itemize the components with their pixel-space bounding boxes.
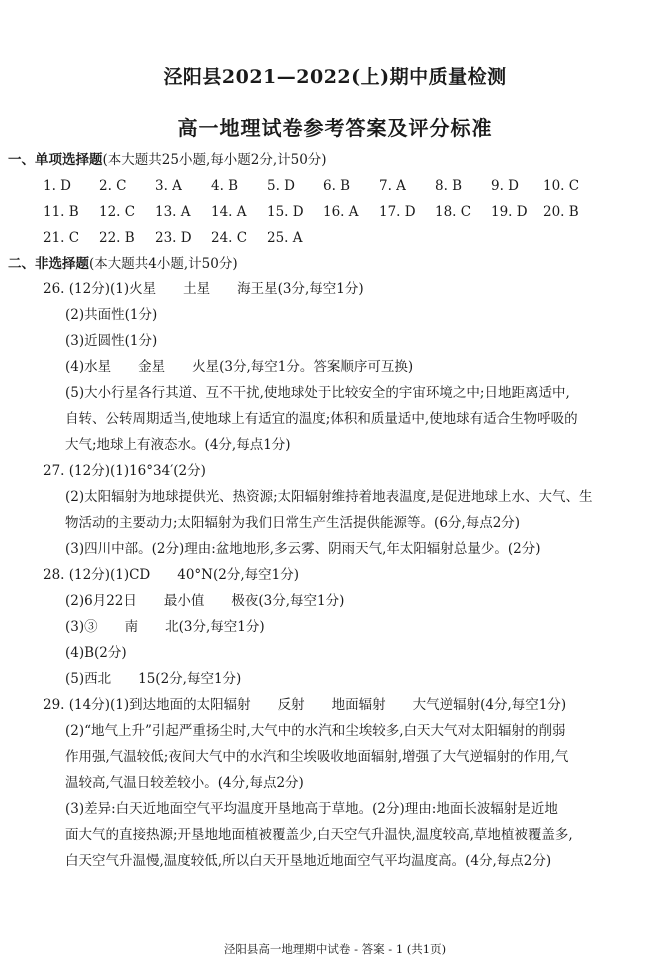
q26-line-4: (4)水星 金星 火星(3分,每空1分。答案顺序可互换) xyxy=(65,359,414,375)
mc-answer: 22. B xyxy=(99,230,135,246)
mc-answer: 24. C xyxy=(211,230,248,246)
q29-line-1: 29. (14分)(1)到达地面的太阳辐射 反射 地面辐射 大气逆辐射(4分,每空1分) xyxy=(43,697,567,713)
q28-line-2: (2)6月22日 最小值 极夜(3分,每空1分) xyxy=(65,593,345,609)
mc-answer-row-1 xyxy=(43,173,643,199)
mc-answer: 16. A xyxy=(323,204,359,220)
mc-answer: 20. B xyxy=(543,204,579,220)
mc-answer: 5. D xyxy=(267,178,295,194)
mc-answer: 19. D xyxy=(491,204,528,220)
mc-answer: 9. D xyxy=(491,178,519,194)
mc-answer: 14. A xyxy=(211,204,247,220)
mc-answer: 23. D xyxy=(155,230,192,246)
mc-answer: 1. D xyxy=(43,178,71,194)
q29-line-3: 作用强,气温较低;夜间大气中的水汽和尘埃吸收地面辐射,增强了大气逆辐射的作用,气 xyxy=(65,749,569,765)
q29-line-6: 面大气的直接热源;开垦地地面植被覆盖少,白天空气升温快,温度较高,草地植被覆盖多, xyxy=(65,827,573,843)
mc-answer: 4. B xyxy=(211,178,239,194)
q26-line-3: (3)近圆性(1分) xyxy=(65,333,158,349)
mc-answer: 3. A xyxy=(155,178,182,194)
section2-header xyxy=(8,251,238,277)
q27-line-1: 27. (12分)(1)16°34′(2分) xyxy=(43,463,206,479)
mc-answer-row-3 xyxy=(43,225,643,251)
q26-line-1: 26. (12分)(1)火星 土星 海王星(3分,每空1分) xyxy=(43,281,364,297)
section2-note: (本大题共4小题,计50分) xyxy=(89,256,238,272)
mc-answer: 11. B xyxy=(43,204,79,220)
q26-line-7: 大气;地球上有液态水。(4分,每点1分) xyxy=(65,437,291,453)
section1-note: (本大题共25小题,每小题2分,计50分) xyxy=(102,152,327,168)
q27-line-4: (3)四川中部。(2分)理由:盆地地形,多云雾、阴雨天气,年太阳辐射总量少。(2分) xyxy=(65,541,541,557)
q27-line-3: 物活动的主要动力;太阳辐射为我们日常生产生活提供能源等。(6分,每点2分) xyxy=(65,515,521,531)
q27-line-2: (2)太阳辐射为地球提供光、热资源;太阳辐射维持着地表温度,是促进地球上水、大气、生 xyxy=(65,489,593,505)
page-footer: 泾阳县高一地理期中试卷 - 答案 - 1 (共1页) xyxy=(223,942,447,956)
q28-line-5: (5)西北 15(2分,每空1分) xyxy=(65,671,242,687)
section1-heading: 一、单项选择题 xyxy=(8,152,103,168)
mc-answer: 18. C xyxy=(435,204,472,220)
mc-answer: 17. D xyxy=(379,204,416,220)
mc-answer: 13. A xyxy=(155,204,191,220)
mc-answer: 2. C xyxy=(99,178,127,194)
section2-heading: 二、非选择题 xyxy=(8,256,89,272)
q28-line-1: 28. (12分)(1)CD 40°N(2分,每空1分) xyxy=(43,567,299,583)
section1-header xyxy=(8,147,327,173)
exam-title: 泾阳县2021—2022(上)期中质量检测 xyxy=(163,66,507,88)
mc-answer: 25. A xyxy=(267,230,303,246)
q26-line-2: (2)共面性(1分) xyxy=(65,307,158,323)
mc-answer: 12. C xyxy=(99,204,136,220)
answer-key-subtitle: 高一地理试卷参考答案及评分标准 xyxy=(177,116,493,140)
q26-line-6: 自转、公转周期适当,使地球上有适宜的温度;体积和质量适中,使地球有适合生物呼吸的 xyxy=(65,411,578,427)
q29-line-4: 温较高,气温日较差较小。(4分,每点2分) xyxy=(65,775,304,791)
q29-line-7: 白天空气升温慢,温度较低,所以白天开垦地近地面空气平均温度高。(4分,每点2分) xyxy=(65,853,552,869)
q29-line-5: (3)差异:白天近地面空气平均温度开垦地高于草地。(2分)理由:地面长波辐射是近地 xyxy=(65,801,558,817)
mc-answer: 7. A xyxy=(379,178,406,194)
q28-line-3: (3)③ 南 北(3分,每空1分) xyxy=(65,619,265,635)
mc-answer: 15. D xyxy=(267,204,304,220)
q26-line-5: (5)大小行星各行其道、互不干扰,使地球处于比较安全的宇宙环境之中;日地距离适中, xyxy=(65,385,570,401)
mc-answer: 10. C xyxy=(543,178,580,194)
q28-line-4: (4)B(2分) xyxy=(65,645,127,661)
mc-answer: 8. B xyxy=(435,178,463,194)
mc-answer-row-2 xyxy=(43,199,643,225)
mc-answer: 6. B xyxy=(323,178,351,194)
q29-line-2: (2)“地气上升”引起严重扬尘时,大气中的水汽和尘埃较多,白天大气对太阳辐射的削弱 xyxy=(65,723,566,739)
mc-answer: 21. C xyxy=(43,230,80,246)
